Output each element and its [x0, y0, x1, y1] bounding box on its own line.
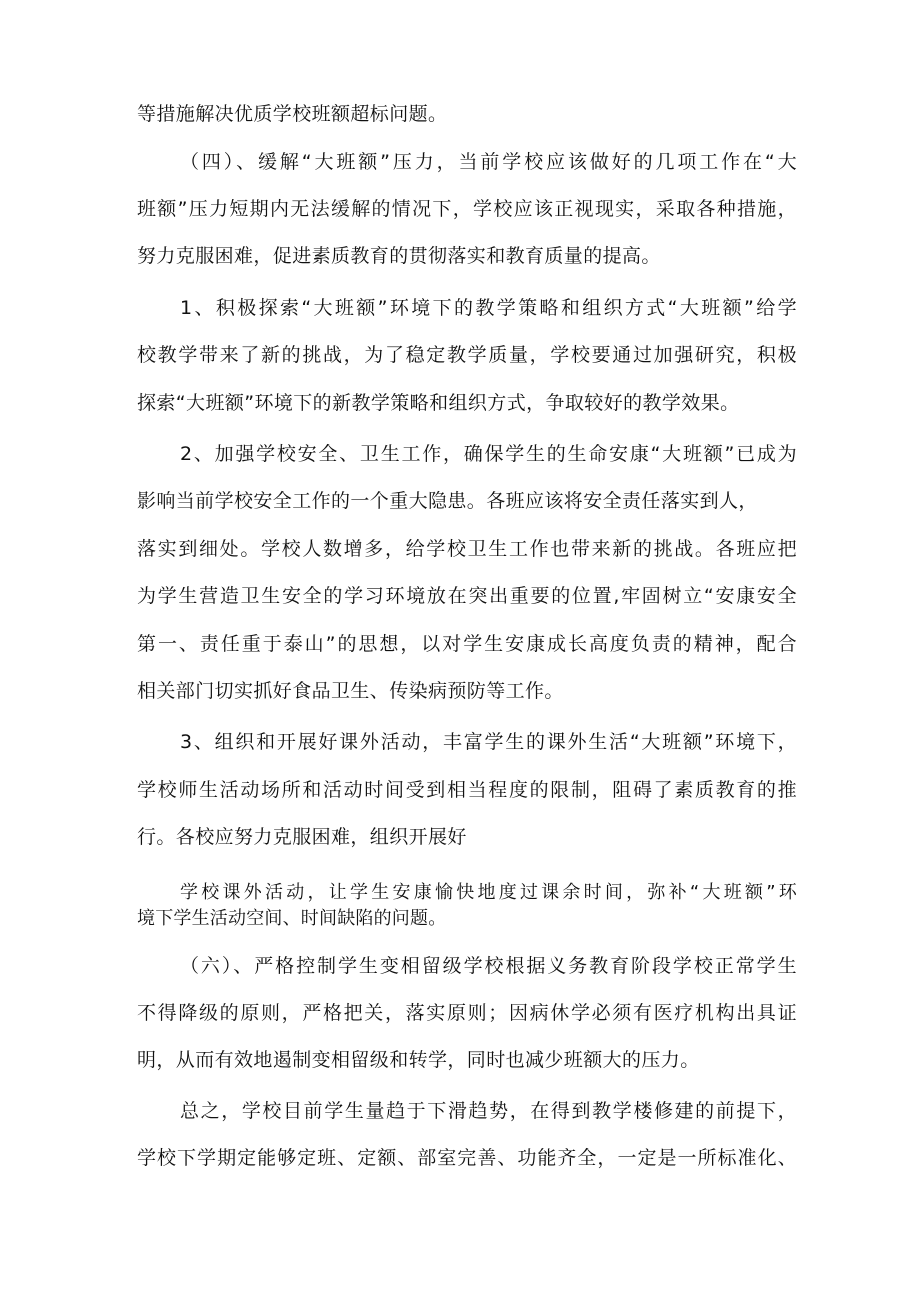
text-line: 3、组织和开展好课外活动，丰富学生的课外生活“大班额”环境下，	[180, 731, 797, 753]
text-line: 学校课外活动，让学生安康愉快地度过课余时间，弥补“大班额”环	[180, 882, 797, 903]
text-line: 探索“大班额”环境下的新教学策略和组织方式，争取较好的教学效果。	[137, 392, 740, 414]
text-line: 总之，学校目前学生量趋于下滑趋势，在得到教学楼修建的前提下，	[180, 1100, 797, 1122]
text-line: 学校师生活动场所和活动时间受到相当程度的限制，阻碍了素质教育的推	[137, 779, 797, 801]
text-line: 境下学生活动空间、时间缺陷的问题。	[137, 908, 447, 929]
text-line: 影响当前学校安全工作的一个重大隐患。各班应该将安全责任落实到人，	[137, 490, 758, 512]
text-line: 校教学带来了新的挑战，为了稳定教学质量，学校要通过加强研究，积极	[137, 344, 797, 366]
text-line: （四）、缓解“大班额”压力，当前学校应该做好的几项工作在“大	[180, 151, 797, 173]
text-line: 第一、责任重于泰山”的思想，以对学生安康成长高度负责的精神，配合	[137, 633, 797, 655]
text-line: 落实到细处。学校人数增多，给学校卫生工作也带来新的挑战。各班应把	[137, 538, 797, 560]
text-line: 等措施解决优质学校班额超标问题。	[137, 103, 448, 125]
text-line: 为学生营造卫生安全的学习环境放在突出重要的位置,牢固树立“安康安全	[137, 585, 797, 607]
text-line: 1、积极探索“大班额”环境下的教学策略和组织方式“大班额”给学	[180, 297, 797, 319]
text-line: （六）、严格控制学生变相留级学校根据义务教育阶段学校正常学生	[180, 955, 797, 977]
text-line: 不得降级的原则，严格把关，落实原则；因病休学必须有医疗机构出具证	[137, 1002, 797, 1024]
text-line: 行。各校应努力克服困难，组织开展好	[137, 826, 467, 848]
text-line: 相关部门切实抓好食品卫生、传染病预防等工作。	[137, 680, 564, 702]
text-line: 班额”压力短期内无法缓解的情况下，学校应该正视现实，采取各种措施，	[137, 198, 797, 220]
text-line: 努力克服困难，促进素质教育的贯彻落实和教育质量的提高。	[137, 245, 661, 267]
text-line: 明，从而有效地遏制变相留级和转学，同时也减少班额大的压力。	[137, 1049, 700, 1071]
text-line: 学校下学期定能够定班、定额、部室完善、功能齐全，一定是一所标准化、	[137, 1147, 797, 1169]
text-line: 2、加强学校安全、卫生工作，确保学生的生命安康“大班额”已成为	[180, 443, 797, 465]
